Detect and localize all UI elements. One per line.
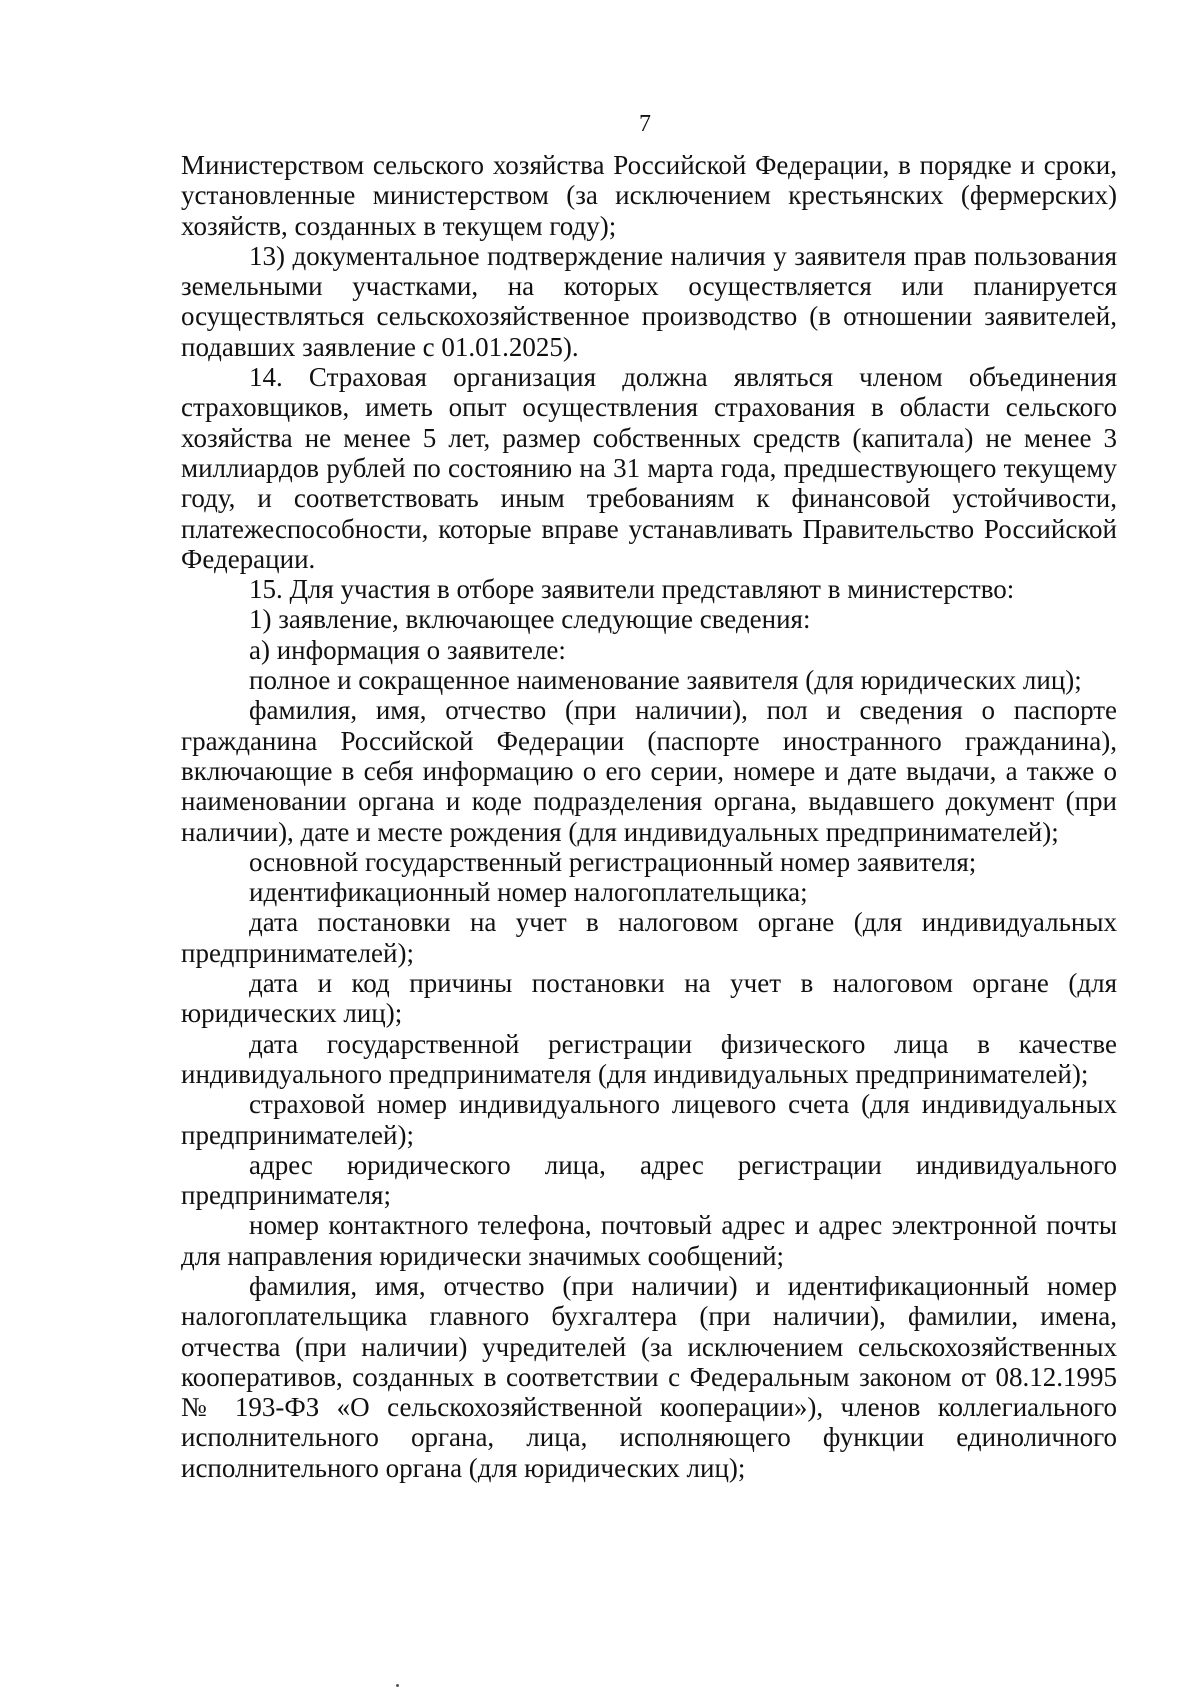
paragraph-item-1: 1) заявление, включающее следующие сведения: [249, 604, 811, 635]
paragraph-clause-15: 15. Для участия в отборе заявители представляют в министерство: [249, 574, 1015, 605]
paragraph-continuation: Министерством сельского хозяйства Российской Федерации, в порядке и сроки, установленные министерством (за исключением крестьянских (фермерских) хозяйств, созданных в текущем году); [181, 150, 1117, 241]
paragraph-full-name: полное и сокращенное наименование заявителя (для юридических лиц); [249, 665, 1082, 696]
scan-speck [396, 1684, 399, 1687]
paragraph-address: адрес юридического лица, адрес регистрации индивидуального предпринимателя; [181, 1149, 1117, 1211]
document-body [181, 150, 1117, 1483]
paragraph-tax-registration-date: дата постановки на учет в налоговом органе (для индивидуальных предпринимателей); [181, 907, 1117, 968]
paragraph-snils: страховой номер индивидуального лицевого счета (для индивидуальных предпринимателей); [181, 1089, 1117, 1150]
page-number: 7 [639, 111, 651, 137]
paragraph-accountant-founders: фамилия, имя, отчество (при наличии) и идентификационный номер налогоплательщика главного бухгалтера (при наличии), фамилии, имена, отчества (при наличии) учредителей (за исключением сельскохозяйственных кооперативов, созданных в соответствии с Федеральным законом от 08.12.1995 № 193-ФЗ «О сельскохозяйственной кооперации»), членов коллегиального исполнительного органа, лица, исполняющего функции единоличного исполнительного органа (для юридических лиц); [181, 1270, 1117, 1483]
paragraph-inn: идентификационный номер налогоплательщика; [249, 877, 808, 908]
paragraph-subitem-a: а) информация о заявителе: [249, 634, 566, 665]
paragraph-state-registration-date: дата государственной регистрации физического лица в качестве индивидуального предпринимателя (для индивидуальных предпринимателей); [181, 1028, 1117, 1089]
paragraph-ogrn: основной государственный регистрационный номер заявителя; [249, 846, 977, 877]
paragraph-clause-14: 14. Страховая организация должна являться членом объединения страховщиков, иметь опыт осуществления страхования в области сельского хозяйства не менее 5 лет, размер собственных средств (капитала) не менее 3 миллиардов рублей по состоянию на 31 марта года, предшествующего текущему году, и соответствовать иным требованиям к финансовой устойчивости, платежеспособности, которые вправе устанавливать Правительство Российской Федерации. [181, 362, 1117, 574]
paragraph-passport-info: фамилия, имя, отчество (при наличии), пол и сведения о паспорте гражданина Российской Федерации (паспорте иностранного гражданина), включающие в себя информацию о его серии, номере и дате выдачи, а также о наименовании органа и коде подразделения органа, выдавшего документ (при наличии), дате и месте рождения (для индивидуальных предпринимателей); [181, 695, 1117, 847]
paragraph-contacts: номер контактного телефона, почтовый адрес и адрес электронной почты для направления юридически значимых сообщений; [181, 1210, 1117, 1271]
paragraph-tax-registration-code: дата и код причины постановки на учет в налоговом органе (для юридических лиц); [181, 968, 1117, 1029]
paragraph-item-13: 13) документальное подтверждение наличия у заявителя прав пользования земельными участками, на которых осуществляется или планируется осуществляться сельскохозяйственное производство (в отношении заявителей, подавших заявление с 01.01.2025). [181, 240, 1117, 362]
